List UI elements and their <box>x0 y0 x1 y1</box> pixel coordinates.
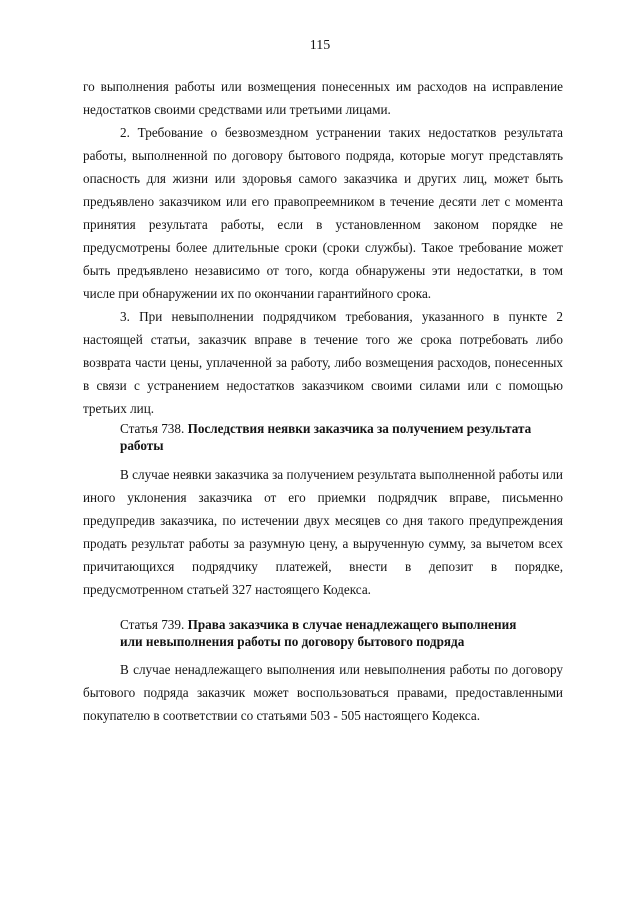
article-739-label: Статья 739. <box>120 617 185 632</box>
page-number: 115 <box>309 38 331 53</box>
article-738-label: Статья 738. <box>120 421 185 436</box>
paragraph-2: 2. Требование о безвозмездном устранении таких недостатков результата работы, выполненной по договору бытового подряда, которые могут представлять опасность для жизни или здоровья самого заказчика и других лиц, может быть предъявлено заказчиком или его правопреемником в течение десяти лет с момента принятия результата работы, если в установленном законом порядке не предусмотрены более длительные сроки (сроки службы). Такое требование может быть предъявлено независимо от того, когда обнаружены эти недостатки, в том числе при обнаружении их по окончании гарантийного срока. <box>83 125 563 301</box>
article-739-heading <box>120 616 540 650</box>
paragraph-continuation: го выполнения работы или возмещения понесенных им расходов на исправление недостатков своими средствами или третьими лицами. <box>83 79 563 117</box>
paragraph-3: 3. При невыполнении подрядчиком требования, указанного в пункте 2 настоящей статьи, заказчик вправе в течение того же срока потребовать либо возврата части цены, уплаченной за работу, либо возмещения расходов, понесенных в связи с устранением недостатков заказчиком своими силами или с помощью третьих лиц. <box>83 309 563 416</box>
article-738-heading <box>120 420 540 454</box>
article-739-title: Права заказчика в случае ненадлежащего выполнения или невыполнения работы по договору бытового подряда <box>120 617 517 649</box>
article-738-body <box>83 463 563 601</box>
article-737-paragraph-3 <box>83 305 563 420</box>
article-738-paragraph: В случае неявки заказчика за получением результата выполненной работы или иного уклонения заказчика от его приемки подрядчик вправе, письменно предупредив заказчика, по истечении двух месяцев со дня такого предупреждения продать результат работы за разумную цену, а вырученную сумму, за вычетом всех причитающихся подрядчику платежей, внести в депозит в порядке, предусмотренном статьей 327 настоящего Кодекса. <box>83 467 563 597</box>
article-737-paragraph-2 <box>83 121 563 305</box>
article-737-continuation <box>83 75 563 121</box>
article-738-title: Последствия неявки заказчика за получением результата работы <box>120 421 532 453</box>
article-739-body <box>83 658 563 727</box>
article-739-paragraph: В случае ненадлежащего выполнения или невыполнения работы по договору бытового подряда заказчик может воспользоваться правами, предоставленными покупателю в соответствии со статьями 503 - 505 настоящего Кодекса. <box>83 662 563 723</box>
